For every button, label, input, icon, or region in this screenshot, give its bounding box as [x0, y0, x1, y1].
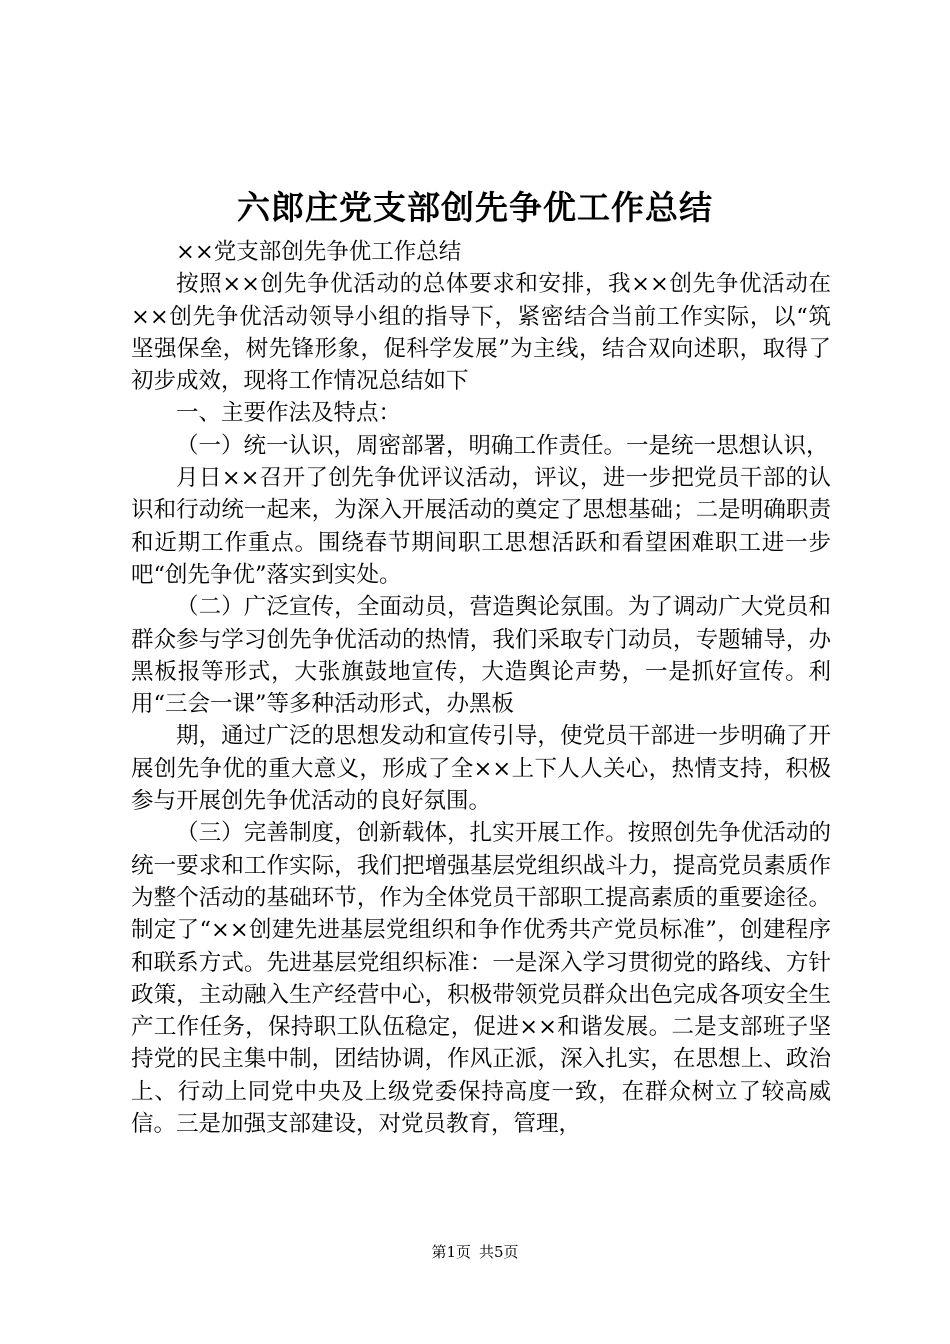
- paragraph-item-1-continued: 月日××召开了创先争优评议活动，评议，进一步把党员干部的认识和行动统一起来，为深入开展活动的奠定了思想基础；二是明确职责和近期工作重点。围绕春节期间职工思想活跃和看望困难职工进一步吧“创先争优”落实到实处。: [131, 465, 831, 588]
- paragraph-item-2-continued: 期，通过广泛的思想发动和宣传引导，使党员干部进一步明确了开展创先争优的重大意义，形成了全××上下人人关心，热情支持，积极参与开展创先争优活动的良好氛围。: [131, 723, 831, 815]
- page-number: 第1页: [431, 1243, 471, 1261]
- document-title: 六郎庄党支部创先争优工作总结: [237, 188, 713, 227]
- section-heading: 一、主要作法及特点：: [176, 400, 402, 427]
- page-footer: [0, 1242, 950, 1262]
- paragraph-item-1: （一）统一认识，周密部署，明确工作责任。一是统一思想认识，: [176, 432, 829, 459]
- paragraph-subtitle: ××党支部创先争优工作总结: [176, 239, 462, 265]
- paragraph-item-3: （三）完善制度，创新载体，扎实开展工作。按照创先争优活动的统一要求和工作实际，我们把增强基层党组织战斗力，提高党员素质作为整个活动的基础环节，作为全体党员干部职工提高素质的重要途径。制定了“××创建先进基层党组织和争作优秀共产党员标准”，创建程序和联系方式。先进基层党组织标准：一是深入学习贯彻党的路线、方针政策，主动融入生产经营中心，积极带领党员群众出色完成各项安全生产工作任务，保持职工队伍稳定，促进××和谐发展。二是支部班子坚持党的民主集中制，团结协调，作风正派，深入扎实，在思想上、政治上、行动上同党中央及上级党委保持高度一致，在群众树立了较高威信。三是加强支部建设，对党员教育，管理，: [131, 820, 831, 1138]
- paragraph-item-2: （二）广泛宣传，全面动员，营造舆论氛围。为了调动广大党员和群众参与学习创先争优活动的热情，我们采取专门动员，专题辅导，办黑板报等形式，大张旗鼓地宣传，大造舆论声势，一是抓好宣传。利用“三会一课”等多种活动形式，办黑板: [131, 594, 831, 718]
- page-total: 共5页: [479, 1243, 519, 1261]
- document-body: [131, 236, 831, 1140]
- paragraph-intro: 按照××创先争优活动的总体要求和安排，我××创先争优活动在××创先争优活动领导小组的指导下，紧密结合当前工作实际，以“筑坚强保垒，树先锋形象，促科学发展”为主线，结合双向述职，取得了初步成效，现将工作情况总结如下: [131, 271, 831, 395]
